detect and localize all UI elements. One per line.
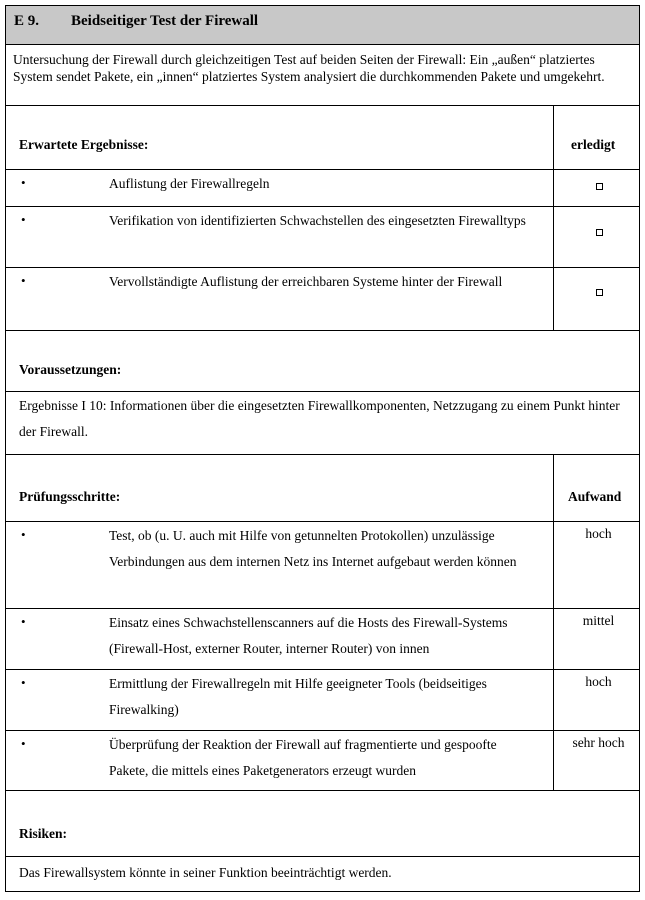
results-status-heading: erledigt: [571, 137, 616, 152]
bullet: •: [21, 736, 26, 751]
section-number: E 9.: [14, 13, 40, 29]
results-header-line: [5, 169, 640, 170]
checkbox[interactable]: [596, 229, 603, 236]
steps-row-line: [5, 730, 640, 731]
risks-heading: Risiken:: [19, 826, 68, 841]
effort-value: sehr hoch: [572, 735, 625, 750]
bullet: •: [21, 212, 26, 227]
checkbox[interactable]: [596, 183, 603, 190]
bullet: •: [21, 175, 26, 190]
results-divider: [553, 105, 554, 331]
steps-row-line: [5, 669, 640, 670]
result-text: Verifikation von identifizierten Schwachstellen des eingesetzten Firewalltyps: [109, 213, 526, 228]
effort-value: hoch: [585, 674, 612, 689]
risks-text: Das Firewallsystem könnte in seiner Funktion beeinträchtigt werden.: [19, 865, 392, 880]
risks-heading-box: [5, 790, 640, 857]
steps-heading: Prüfungsschritte:: [19, 489, 121, 504]
step-text: Test, ob (u. U. auch mit Hilfe von getunnelten Protokollen) unzulässige Verbindungen aus dem internen Netz ins Internet aufgebaut werden können: [109, 528, 517, 569]
bullet: •: [21, 527, 26, 542]
results-row-line: [5, 206, 640, 207]
steps-header-line: [5, 521, 640, 522]
step-text: Überprüfung der Reaktion der Firewall auf fragmentierte und gespoofte Pakete, die mittels eines Paketgenerators erzeugt wurden: [109, 737, 497, 778]
prereq-text: Ergebnisse I 10: Informationen über die eingesetzten Firewallkomponenten, Netzzugang zu einem Punkt hinter der Firewall.: [19, 398, 620, 439]
document-page: [5, 5, 640, 893]
bullet: •: [21, 614, 26, 629]
step-text: Ermittlung der Firewallregeln mit Hilfe geeigneter Tools (beidseitiges Firewalking): [109, 676, 487, 717]
steps-row-line: [5, 608, 640, 609]
section-header: [5, 5, 640, 45]
bullet: •: [21, 675, 26, 690]
results-heading: Erwartete Ergebnisse:: [19, 137, 149, 152]
bullet: •: [21, 273, 26, 288]
effort-value: hoch: [585, 526, 612, 541]
steps-effort-heading: Aufwand: [568, 489, 622, 504]
steps-divider: [553, 454, 554, 791]
results-row-line: [5, 267, 640, 268]
effort-value: mittel: [582, 613, 615, 628]
result-text: Vervollständigte Auflistung der erreichbaren Systeme hinter der Firewall: [109, 274, 503, 289]
intro-text: Untersuchung der Firewall durch gleichzeitigen Test auf beiden Seiten der Firewall: Ein „außen“ platziertes System sendet Pakete, ein „innen“ platziertes System analysiert die durchkommenden Pakete und umgekehrt.: [13, 52, 605, 84]
section-title: Beidseitiger Test der Firewall: [71, 13, 259, 29]
step-text: Einsatz eines Schwachstellenscanners auf die Hosts des Firewall-Systems (Firewall-Host, externer Router, interner Router) von innen: [109, 615, 508, 656]
checkbox[interactable]: [596, 289, 603, 296]
prereq-heading: Voraussetzungen:: [19, 362, 122, 377]
result-text: Auflistung der Firewallregeln: [109, 176, 270, 191]
